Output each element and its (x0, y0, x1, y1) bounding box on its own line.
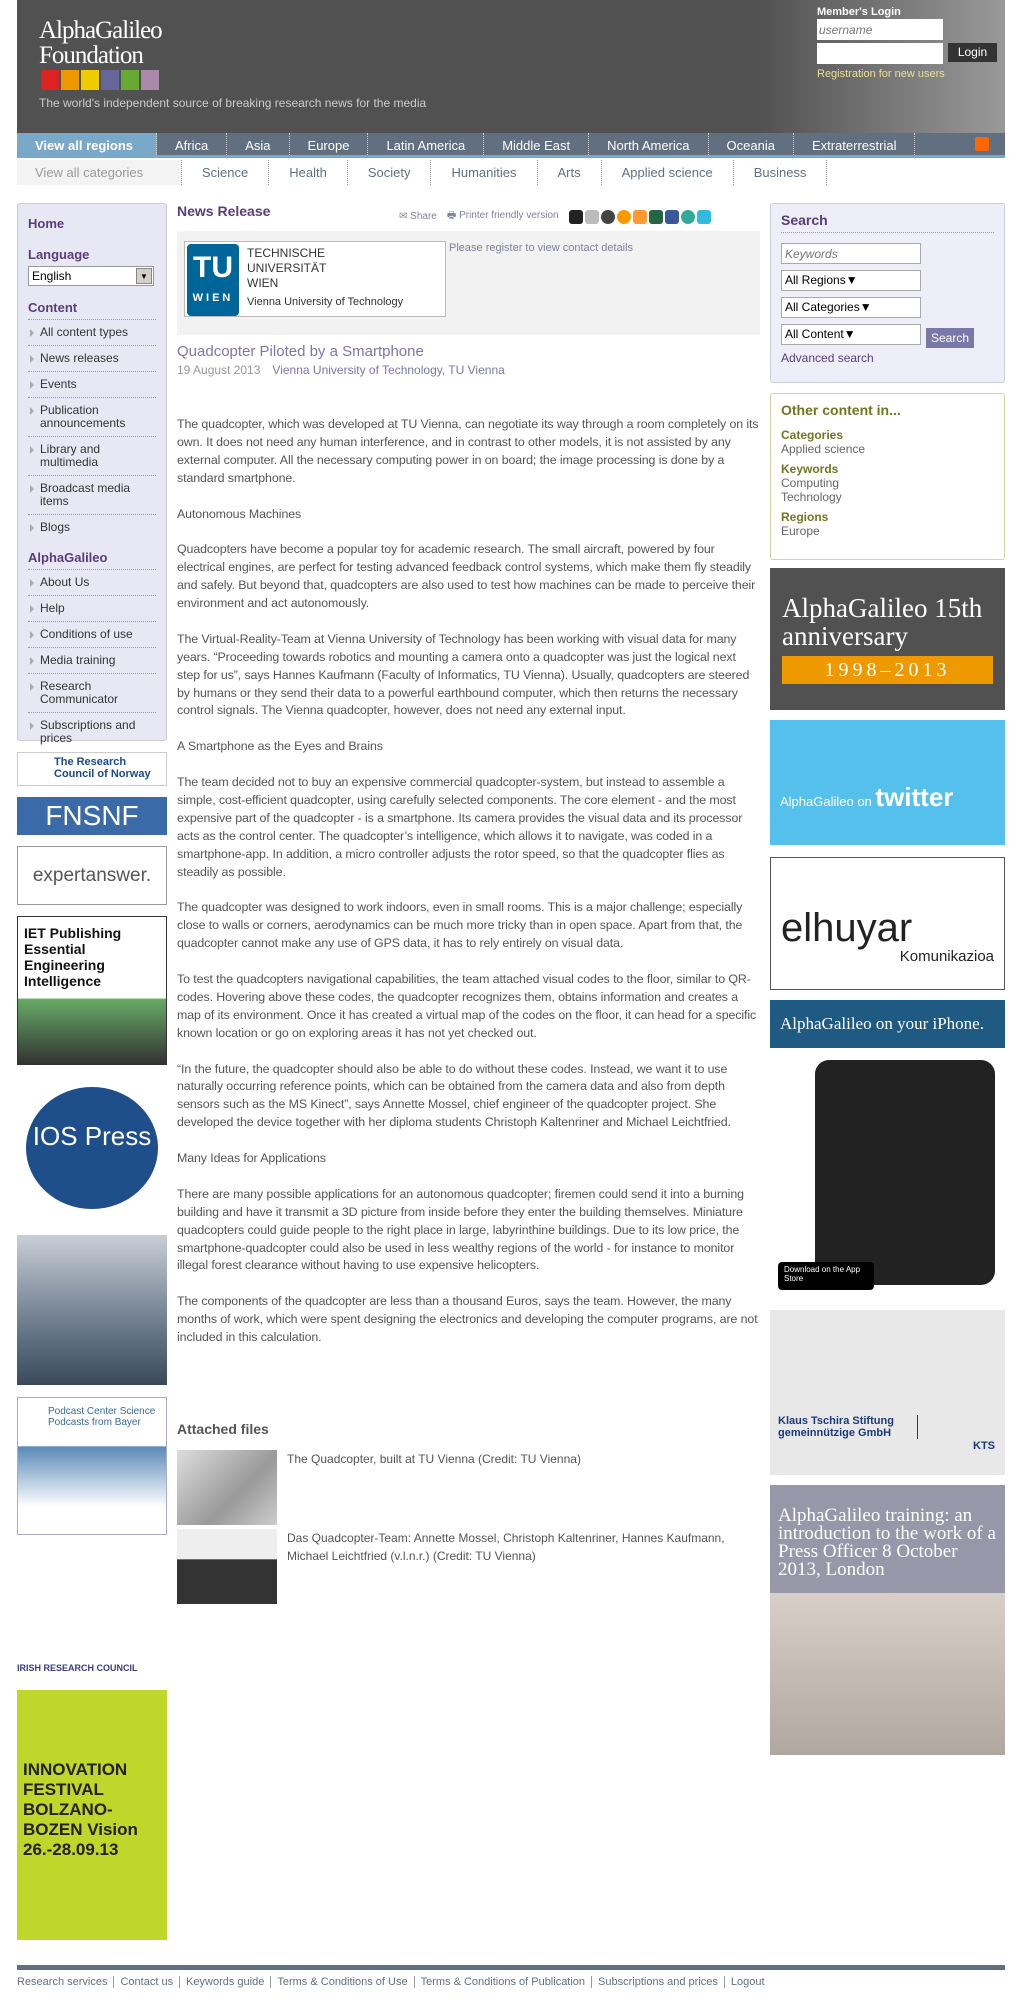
region-tab[interactable]: Extraterrestrial (794, 133, 916, 155)
ad-photo-landscape[interactable] (17, 1235, 167, 1385)
paragraph: The team decided not to buy an expensive commercial quadcopter-system, but instead to assemble a simple, cost-efficient quadcopter, using carefully selected components. The core element - and the most expensive part of the quadcopter - is a smartphone. Its camera provides the visual data and its processor acts as the control center. The quadcopter’s intelligence, which allows it to navigate, was coded in a smartphone-app. In addition, a micro controller adjusts the rotor speed, so that the quadcopter flies as steadily as possible. (177, 775, 743, 879)
category-tab[interactable]: Arts (538, 160, 602, 185)
keyword-link[interactable]: Technology (781, 490, 842, 504)
paragraph: There are many possible applications for an autonomous quadcopter; firemen could send it into a burning building and have it transmit a 3D picture from inside before they enter the building themselves. Miniature quadcopters could guide people to the right place in large, labyrinthine buildings. Due to its low price, the smartphone-quadcopter could also be used in less wealthy regions of the world - for instance to monitor illegal forest clearance without having to use expensive helicopters. (177, 1186, 744, 1273)
content-select[interactable]: All Content▼ (781, 324, 921, 345)
password-input[interactable] (817, 43, 943, 64)
category-tab[interactable]: Applied science (602, 160, 734, 185)
social-icons (569, 210, 711, 224)
regions-select[interactable]: All Regions▼ (781, 270, 921, 291)
printer-label: Printer friendly version (459, 210, 559, 221)
left-sidebar (17, 203, 167, 745)
advanced-search-link[interactable]: Advanced search (781, 351, 874, 365)
fark-icon[interactable] (633, 210, 647, 224)
ad-innovation-festival[interactable]: INNOVATION FESTIVAL BOLZANO-BOZEN Vision 26.-28.09.13 (17, 1690, 167, 1940)
language-value: English (32, 269, 72, 283)
region-tab[interactable]: Asia (227, 133, 289, 155)
paragraph: The Virtual-Reality-Team at Vienna University of Technology has been working with visual data for many years. “Proceeding towards robotics and mounting a camera onto a quadcopter was just the logical next step for us”, says Hannes Kaufmann (Faculty of Informatics, TU Vienna). Usually, quadcopters are steered by humans or they send their data to a powerful earthbound computer, which then returns the necessary control signals. The Vienna quadcopter, however, does not need any external input. (177, 631, 750, 718)
twitter-icon[interactable] (697, 210, 711, 224)
footer-link[interactable]: Terms & Conditions of Use (271, 1976, 414, 1988)
ios-press-logo: IOS Press (26, 1087, 158, 1209)
alphagalileo-label: AlphaGalileo (28, 550, 108, 565)
article-body (177, 416, 760, 1365)
attachment-thumbnail[interactable] (177, 1529, 277, 1604)
category-tab[interactable]: Health (269, 160, 348, 185)
sidebar-item[interactable]: Subscriptions and prices (28, 712, 156, 751)
category-tab[interactable]: Society (348, 160, 432, 185)
ad-research-council-norway[interactable]: The Research Council of Norway (17, 752, 167, 786)
footer-link[interactable]: Subscriptions and prices (592, 1976, 725, 1988)
subheading: Many Ideas for Applications (177, 1151, 326, 1166)
region-tab[interactable]: Middle East (484, 133, 589, 155)
category-tab[interactable]: View all categories (17, 160, 182, 185)
paragraph: To test the quadcopters navigational capabilities, the team attached visual codes to the floor, similar to QR-codes. Hovering above these codes, the quadcopter recognizes them, obtains information and creates a map of its environment. Once it has created a virtual map of the codes on the floor, it can head for a specific known location or go on exploring areas it has not yet checked out. (177, 971, 757, 1040)
ad-iphone-app[interactable]: AlphaGalileo on your iPhone. Download on the App Store (770, 1000, 1005, 1300)
regions-label: Regions (781, 510, 829, 524)
facebook-icon[interactable] (665, 210, 679, 224)
footer-link[interactable]: Contact us (114, 1976, 180, 1988)
footer-links (17, 1976, 771, 1988)
section-title: News Release (177, 203, 271, 219)
category-tab[interactable]: Business (734, 160, 828, 185)
subheading: Autonomous Machines (177, 506, 302, 521)
other-content-title: Other content in... (781, 402, 901, 418)
categories-nav (17, 160, 827, 185)
delicious-icon[interactable] (569, 210, 583, 224)
article-title: Quadcopter Piloted by a Smartphone (177, 343, 424, 360)
categories-label: Categories (781, 428, 844, 442)
ad-iet-publishing[interactable]: IET Publishing Essential Engineering Intelligence (17, 916, 167, 1065)
article-source[interactable]: Vienna University of Technology, TU Vienna (272, 363, 505, 377)
categories-select[interactable]: All Categories▼ (781, 297, 921, 318)
sidebar-item[interactable]: All content types (28, 319, 156, 345)
article-meta (177, 363, 505, 377)
paragraph: “In the future, the quadcopter should also be able to do without these codes. Instead, we want it to use naturally occurring reference points, which can be obtained from the camera data and also from depth sensors such as the MS Kinect”, says Annette Mossel, chief engineer of the quadcopter project. She developed the device together with her diploma students Christoph Kaltenriner and Michael Leichtfried. (177, 1061, 731, 1130)
logo-line1: AlphaGalileo (39, 17, 162, 44)
search-title: Search (781, 212, 994, 233)
ad-twitter[interactable]: AlphaGalileo on twitter (770, 720, 1005, 845)
chevron-down-icon: ▼ (845, 273, 858, 287)
sidebar-item[interactable]: Research Communicator (28, 673, 156, 712)
rss-icon[interactable] (975, 137, 989, 151)
attachment-item[interactable] (177, 1529, 757, 1604)
ad-fnsnf[interactable]: FNSNF (17, 797, 167, 835)
attachment-caption: Das Quadcopter-Team: Annette Mossel, Christoph Kaltenriner, Hannes Kaufmann, Michael Leichtfried (v.l.n.r.) (Credit: TU Vienna) (287, 1531, 725, 1563)
region-tab[interactable]: View all regions (17, 133, 157, 155)
footer-divider (17, 1965, 1005, 1970)
main-content (177, 203, 760, 1563)
stumbleupon-icon[interactable] (681, 210, 695, 224)
newsvine-icon[interactable] (649, 210, 663, 224)
tu-wien-mark (187, 244, 239, 316)
footer-link[interactable]: Terms & Conditions of Publication (415, 1976, 592, 1988)
mixx-icon[interactable] (617, 210, 631, 224)
logo-mark-sub: WIEN (192, 292, 234, 304)
sidebar-item[interactable]: About Us (28, 569, 156, 595)
printer-link[interactable]: 🖶 Printer friendly version (446, 210, 559, 221)
search-button[interactable]: Search (926, 328, 974, 348)
username-input[interactable] (817, 19, 943, 40)
other-content-panel (770, 393, 1005, 560)
language-select[interactable] (28, 266, 154, 286)
ad-podcast-center[interactable]: Podcast Center Science Podcasts from Bayer (17, 1397, 167, 1535)
sidebar-item[interactable]: Publication announcements (28, 397, 156, 436)
category-tab[interactable]: Science (182, 160, 269, 185)
register-link[interactable]: Registration for new users (817, 68, 945, 80)
ad-klaus-tschira[interactable]: Klaus Tschira Stiftung gemeinnützige GmbH KTS (770, 1310, 1005, 1475)
login-label: Member's Login (817, 6, 901, 18)
site-header (17, 0, 1005, 133)
logo-line2: Foundation (39, 42, 143, 69)
ad-elhuyar[interactable]: elhuyar Komunikazioa (770, 857, 1005, 990)
site-logo[interactable] (39, 18, 162, 68)
language-label: Language (28, 247, 90, 262)
logo-icons (41, 70, 159, 90)
paragraph: The quadcopter was designed to work indoors, even in small rooms. This is a major challenge; especially close to walls or corners, aerodynamics can be much more tricky than in open space. Apart from that, the quadcopter cannot make any use of GPS data, it has to rely entirely on visual data. (177, 900, 743, 951)
organisation-logo (184, 241, 446, 317)
region-link[interactable]: Europe (781, 524, 820, 538)
paragraph: The quadcopter, which was developed at TU Vienna, can negotiate its way through a room completely on its own. It does not need any human interference, and in contrast to other models, it is not assisted by any external computer. All the necessary computing power in on board; the image processing is done by a standard smartphone. (177, 417, 759, 485)
ad-15th-anniversary[interactable]: AlphaGalileo 15th anniversary 1998–2013 (770, 568, 1005, 710)
footer-link[interactable]: Keywords guide (180, 1976, 271, 1988)
footer-link[interactable]: Research services (17, 1976, 114, 1988)
logo-text: TECHNISCHE UNIVERSITÄT WIEN Vienna University of Technology (247, 246, 404, 308)
logo-mark-text: TU (193, 251, 233, 284)
sidebar-item[interactable]: News releases (28, 345, 156, 371)
search-panel (770, 203, 1005, 383)
attached-files-heading: Attached files (177, 1421, 269, 1437)
home-link[interactable]: Home (28, 216, 65, 231)
sidebar-item[interactable]: Blogs (28, 514, 156, 540)
category-link[interactable]: Applied science (781, 442, 866, 456)
sidebar-item[interactable]: Library and multimedia (28, 436, 156, 475)
category-tab[interactable]: Humanities (431, 160, 537, 185)
footer-link[interactable]: Logout (730, 1976, 765, 1988)
sidebar-item[interactable]: Broadcast media items (28, 475, 156, 514)
subheading: A Smartphone as the Eyes and Brains (177, 739, 383, 754)
region-tab[interactable]: Europe (290, 133, 369, 155)
regions-nav (17, 133, 1005, 158)
region-tab[interactable]: Africa (157, 133, 227, 155)
keywords-input[interactable] (781, 243, 921, 264)
ad-expertanswer[interactable]: expertanswer. (17, 846, 167, 905)
paragraph: Quadcopters have become a popular toy for academic research. The small aircraft, powered by four electrical engines, are perfect for testing advanced feedback control systems, which make them fly steadily and safely. But beyond that, quadcopters are also used to test how machines can be made to perceive their environment and act autonomously. (177, 542, 756, 611)
share-link[interactable]: ✉ Share (399, 211, 437, 222)
attachment-thumbnail[interactable] (177, 1450, 277, 1525)
region-tab[interactable]: North America (589, 133, 708, 155)
keyword-link[interactable]: Computing (781, 476, 840, 490)
attachment-item[interactable] (177, 1450, 581, 1525)
attachment-caption: The Quadcopter, built at TU Vienna (Credit: TU Vienna) (287, 1452, 581, 1466)
ad-training[interactable]: AlphaGalileo training: an introduction to the work of a Press Officer 8 October 2013, London (770, 1485, 1005, 1755)
chevron-down-icon: ▼ (136, 268, 152, 284)
contact-note[interactable]: Please register to view contact details (449, 242, 634, 254)
ad-ios-press[interactable] (17, 1075, 167, 1221)
ad-irish-research-council[interactable]: IRISH RESEARCH COUNCIL (17, 1545, 167, 1680)
login-button[interactable]: Login (948, 43, 997, 62)
sidebar-item[interactable]: Media training (28, 647, 156, 673)
keywords-label: Keywords (781, 462, 839, 476)
sidebar-item[interactable]: Conditions of use (28, 621, 156, 647)
share-bar (399, 208, 711, 225)
tagline: The world's independent source of breaking research news for the media (39, 96, 427, 110)
article-date: 19 August 2013 (177, 363, 261, 377)
contact-box (177, 231, 760, 335)
digg-icon[interactable] (585, 210, 599, 224)
paragraph: The components of the quadcopter are less than a thousand Euros, says the team. However, the many months of work, which were spent designing the electronics and developing the computer programs, are not included in this calculation. (177, 1294, 758, 1345)
sidebar-item[interactable]: Help (28, 595, 156, 621)
chevron-down-icon: ▼ (859, 300, 872, 314)
chevron-down-icon: ▼ (843, 327, 856, 341)
share-label: Share (410, 211, 437, 222)
reddit-icon[interactable] (601, 210, 615, 224)
region-tab[interactable]: Latin America (368, 133, 484, 155)
sidebar-item[interactable]: Events (28, 371, 156, 397)
region-tab[interactable]: Oceania (709, 133, 794, 155)
content-label: Content (28, 300, 78, 315)
